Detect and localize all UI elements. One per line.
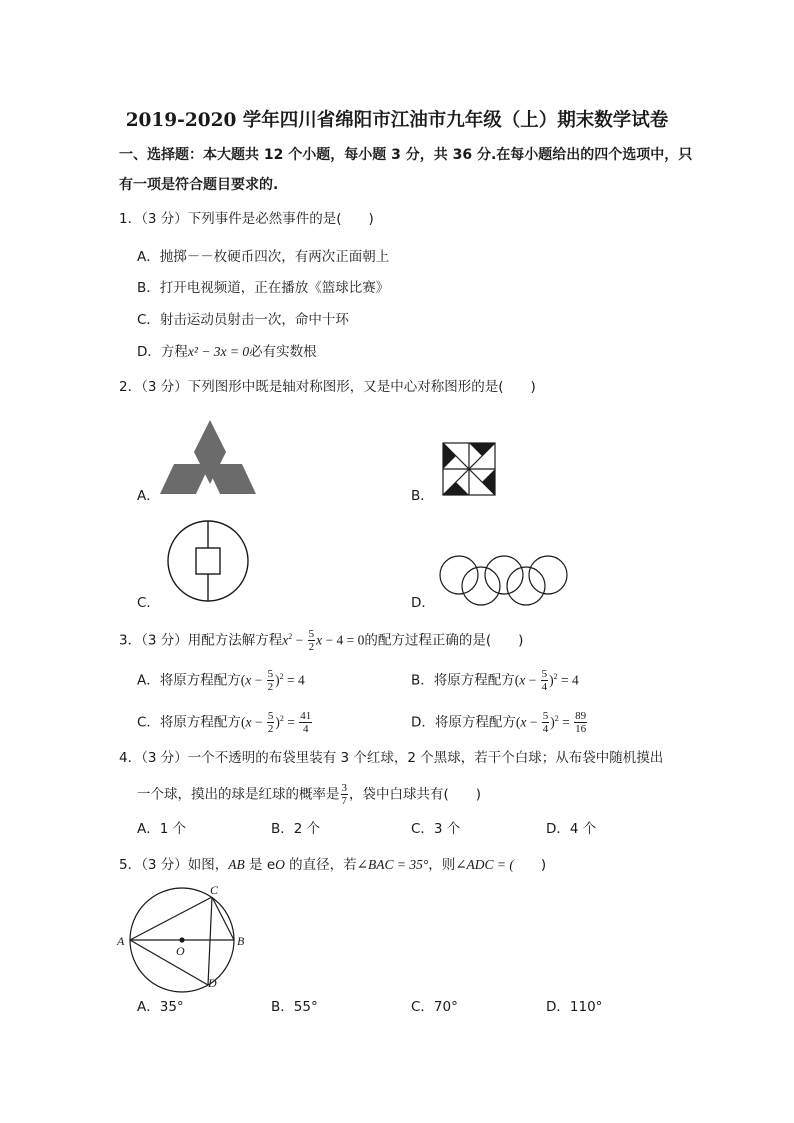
label-b: B	[237, 934, 245, 948]
q1-option-b: B．打开电视频道，正在播放《篮球比赛》	[137, 280, 390, 296]
center-point	[179, 937, 184, 942]
chord-ad	[130, 940, 208, 985]
q2-figure-b	[442, 442, 496, 496]
q2-option-b: B．	[411, 488, 434, 504]
q5-circle-figure	[114, 884, 254, 994]
parallelogram-left	[160, 464, 210, 494]
q5-stem: 5．（3 分）如图，AB 是 eO 的直径，若∠BAC = 35°，则∠ADC = ( )	[119, 857, 547, 873]
q3-stem: 3．（3 分）用配方法解方程$x^2$ − $\frac{5}{2}$ x − 4 = 0的配方过程正确的是( )	[119, 628, 524, 653]
q2-option-c: C．	[137, 595, 160, 611]
q5-option-d: D．110°	[546, 999, 603, 1015]
q3-option-a: A．将原方程配方(x − $\frac{5}{2}$ )$^2$ = 4	[137, 668, 305, 693]
label-c: C	[210, 883, 219, 897]
q4-option-a: A．1 个	[137, 821, 187, 837]
chord-cd	[208, 897, 212, 985]
chord-ac	[130, 897, 212, 940]
label-a: A	[117, 934, 125, 948]
parallelogram-right	[206, 464, 256, 494]
q4-option-b: B．2 个	[271, 821, 321, 837]
q2-option-a: A．	[137, 488, 160, 504]
q1-option-a: A．抛掷－－枚硬币四次，有两次正面朝上	[137, 249, 390, 265]
q5-option-a: A．35°	[137, 999, 184, 1015]
q3-option-d: D．将原方程配方(x − $\frac{5}{4}$ )$^2$ = $\frac{89}{16}$	[411, 710, 587, 735]
q5-option-c: C．70°	[411, 999, 458, 1015]
q4-stem-line1: 4．（3 分）一个不透明的布袋里装有 3 个红球，2 个黑球，若干个白球；从布袋中随机摸出	[119, 750, 664, 766]
q2-figure-c	[166, 518, 250, 604]
q1-stem: 1．（3 分）下列事件是必然事件的是( )	[119, 211, 374, 227]
q1-option-c: C．射击运动员射击一次，命中十环	[137, 312, 349, 328]
q4-option-d: D．4 个	[546, 821, 597, 837]
page-title: 2019-2020 学年四川省绵阳市江油市九年级（上）期末数学试卷	[125, 110, 669, 131]
chord-cb	[212, 897, 234, 940]
section-heading-line2: 有一项是符合题目要求的.	[119, 177, 279, 193]
q2-stem: 2．（3 分）下列图形中既是轴对称图形，又是中心对称图形的是( )	[119, 379, 536, 395]
q4-stem-line2: 一个球，摸出的球是红球的概率是 $\frac{3}{7}$ ，袋中白球共有( )	[137, 782, 482, 807]
q2-option-d: D．	[411, 595, 435, 611]
q3-option-c: C．将原方程配方(x − $\frac{5}{2}$ )$^2$ = $\frac{41}{4}$	[137, 710, 312, 735]
section-heading-line1: 一、选择题：本大题共 12 个小题，每小题 3 分，共 36 分.在每小题给出的四个选项中，只	[119, 147, 693, 163]
q4-option-c: C．3 个	[411, 821, 461, 837]
q3-option-b: B．将原方程配方(x − $\frac{5}{4}$ )$^2$ = 4	[411, 668, 579, 693]
q2-figure-a	[160, 418, 260, 498]
q2-figure-d	[438, 555, 568, 605]
label-d: D	[208, 976, 217, 990]
label-o: O	[176, 944, 185, 958]
q5-option-b: B．55°	[271, 999, 318, 1015]
q1-option-d: D．方程x² − 3x = 0必有实数根	[137, 344, 317, 360]
